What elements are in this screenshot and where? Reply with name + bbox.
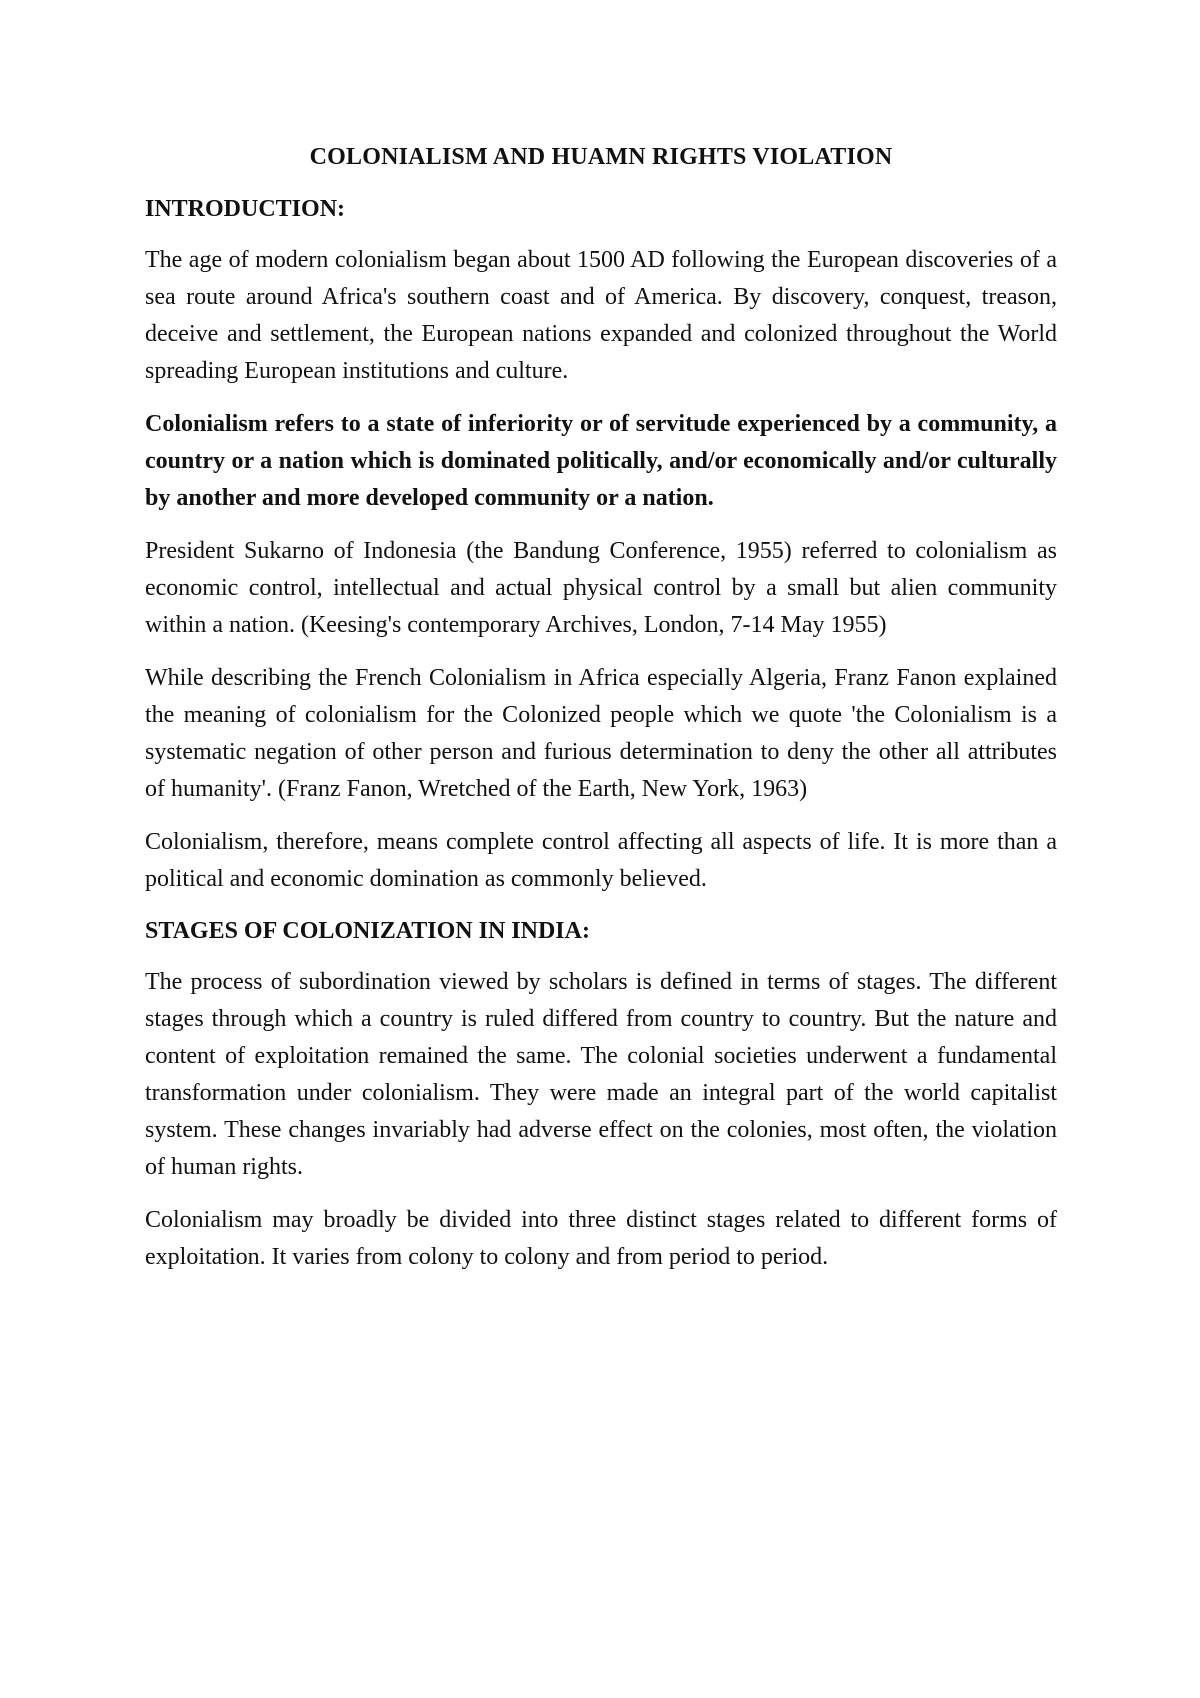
stages-paragraph-1: The process of subordination viewed by scholars is defined in terms of stages. The different stages through which a country is ruled differed from country to country. But the nature and content of exploitation remained the same. The colonial societies underwent a fundamental transformation under colonialism. They were made an integral part of the world capitalist system. These changes invariably had adverse effect on the colonies, most often, the violation of human rights. (145, 969, 1057, 1180)
colonialism-definition-paragraph: Colonialism refers to a state of inferiority or of servitude experienced by a community, a country or a nation which is dominated politically, and/or economically and/or culturally by another and more developed community or a nation. (145, 411, 1057, 511)
stages-paragraph-2: Colonialism may broadly be divided into three distinct stages related to different forms of exploitation. It varies from colony to colony and from period to period. (145, 1207, 1057, 1270)
conclusion-paragraph: Colonialism, therefore, means complete control affecting all aspects of life. It is more than a political and economic domination as commonly believed. (145, 829, 1057, 892)
sukarno-quote-paragraph: President Sukarno of Indonesia (the Bandung Conference, 1955) referred to colonialism as economic control, intellectual and actual physical control by a small but alien community within a nation. (Keesing's contemporary Archives, London, 7-14 May 1955) (145, 538, 1057, 638)
document-title: COLONIALISM AND HUAMN RIGHTS VIOLATION (309, 144, 893, 170)
fanon-quote-paragraph: While describing the French Colonialism in Africa especially Algeria, Franz Fanon explained the meaning of colonialism for the Colonized people which we quote 'the Colonialism is a systematic negation of other person and furious determination to deny the other all attributes of humanity'. (Franz Fanon, Wretched of the Earth, New York, 1963) (145, 665, 1057, 802)
document-page (145, 140, 1057, 1292)
stages-heading: STAGES OF COLONIZATION IN INDIA: (145, 918, 590, 944)
introduction-heading: INTRODUCTION: (145, 196, 346, 222)
introduction-paragraph-1: The age of modern colonialism began about 1500 AD following the European discoveries of a sea route around Africa's southern coast and of America. By discovery, conquest, treason, deceive and settlement, the European nations expanded and colonized throughout the World spreading European institutions and culture. (145, 247, 1057, 384)
